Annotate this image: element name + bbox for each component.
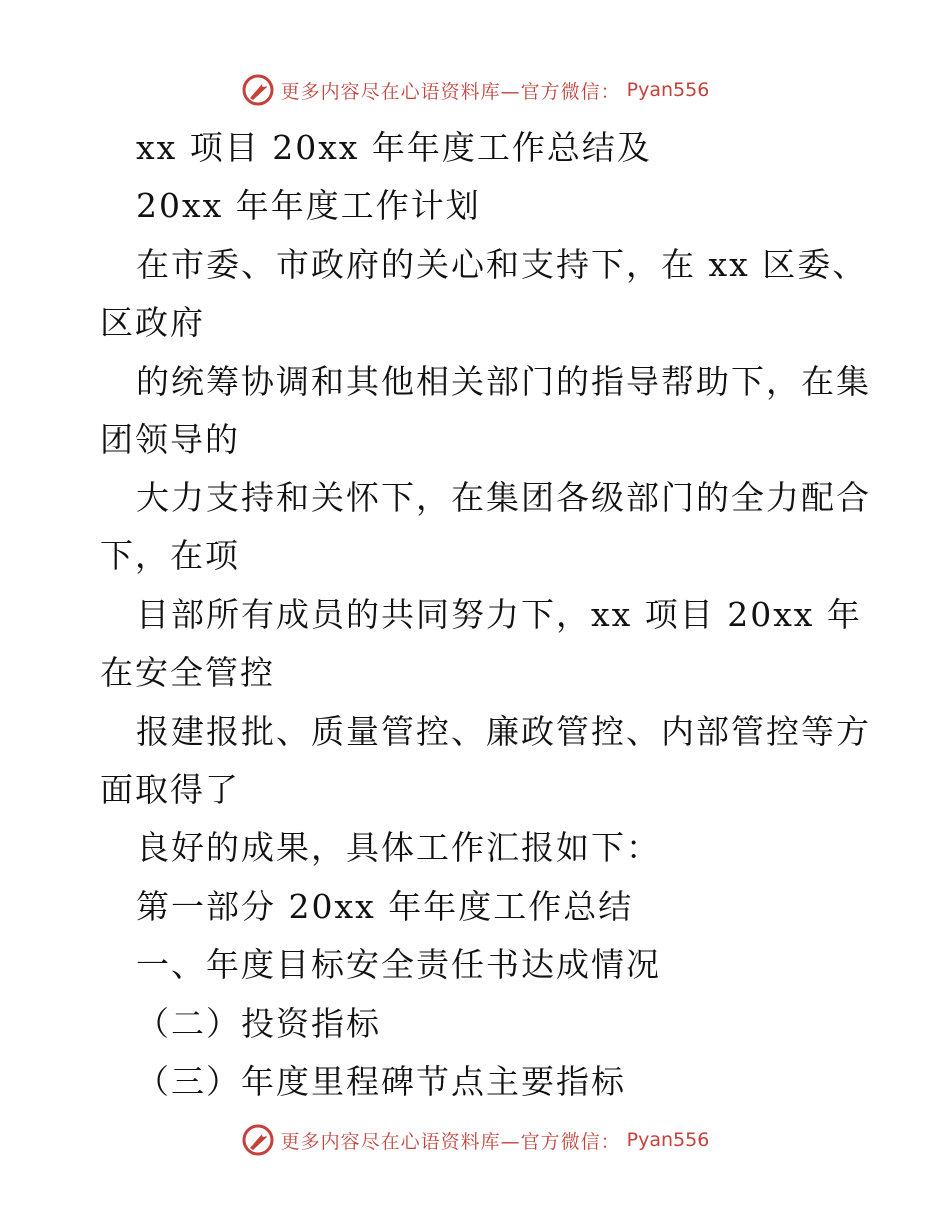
doc-title-line-1: xx 项目 20xx 年年度工作总结及	[136, 128, 652, 167]
paragraph-line: 良好的成果，具体工作汇报如下：	[136, 828, 661, 867]
banner-text: 更多内容尽在心语资料库—官方微信：	[280, 80, 621, 103]
paragraph-line: 面取得了	[100, 770, 240, 809]
pen-nib-icon	[241, 1123, 275, 1157]
paragraph-line: 在安全管控	[100, 653, 275, 692]
section-heading: 第一部分 20xx 年年度工作总结	[136, 887, 634, 926]
paragraph-line: 区政府	[100, 303, 205, 342]
paragraph-line: 报建报批、质量管控、廉政管控、内部管控等方	[136, 712, 871, 751]
wechat-id: Pyan556	[626, 79, 710, 101]
paragraph-line: 大力支持和关怀下，在集团各级部门的全力配合	[136, 478, 871, 517]
paragraph-line: 团领导的	[100, 420, 240, 459]
subsection-heading: 一、年度目标安全责任书达成情况	[136, 945, 661, 984]
list-item: （二）投资指标	[136, 1004, 381, 1043]
footer-banner	[0, 1120, 950, 1160]
paragraph-line: 在市委、市政府的关心和支持下，在 xx 区委、	[136, 245, 868, 284]
pen-nib-icon	[241, 73, 275, 107]
list-item: （三）年度里程碑节点主要指标	[136, 1062, 626, 1101]
banner-text: 更多内容尽在心语资料库—官方微信：	[280, 1130, 621, 1153]
wechat-id: Pyan556	[626, 1129, 710, 1151]
paragraph-line: 目部所有成员的共同努力下，xx 项目 20xx 年	[136, 595, 862, 634]
doc-title-line-2: 20xx 年年度工作计划	[136, 186, 481, 225]
header-banner	[0, 70, 950, 110]
paragraph-line: 下，在项	[100, 536, 240, 575]
paragraph-line: 的统筹协调和其他相关部门的指导帮助下，在集	[136, 362, 871, 401]
